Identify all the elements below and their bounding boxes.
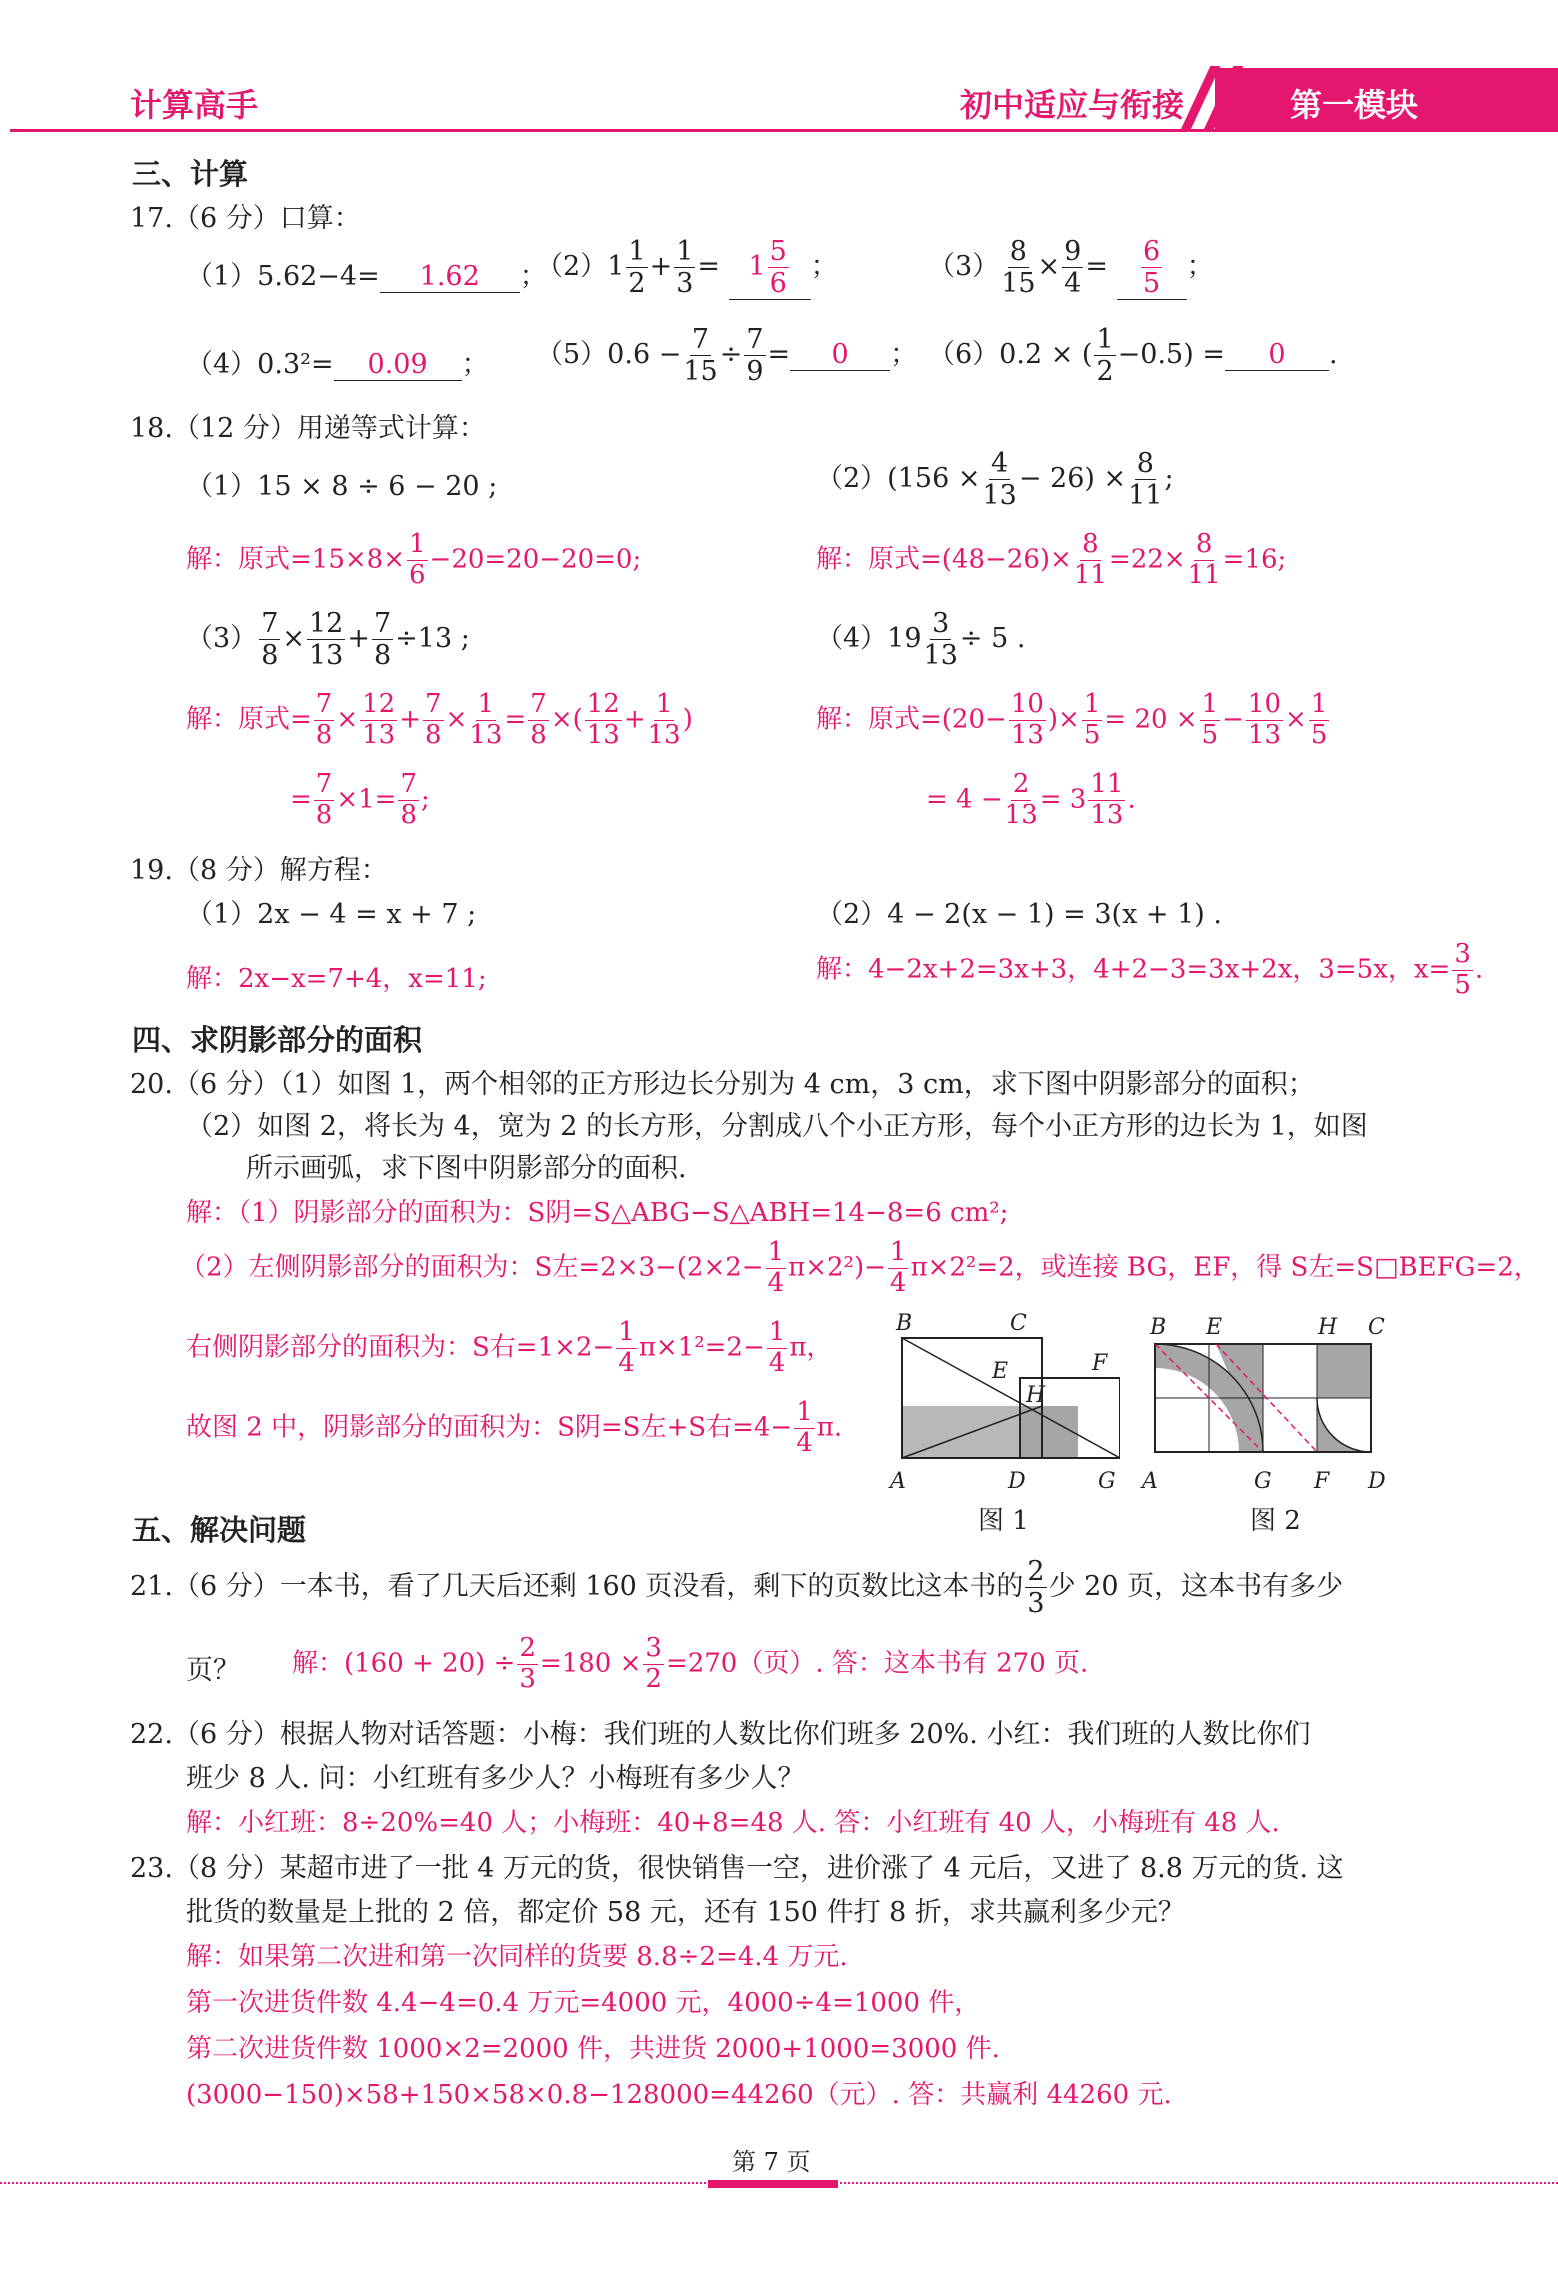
svg-text:A: A [1142,1469,1158,1494]
svg-text:E: E [1206,1315,1223,1340]
book-title: 计算高手 [130,86,259,124]
svg-text:H: H [1318,1315,1338,1340]
q20-s3: 右侧阴影部分的面积为：S右=1×2− $\frac{1}{4}$ π×1²=2− $\frac{1}{4}$ π， [186,1317,833,1378]
chapter-title: 初中适应与衔接 [960,86,1185,124]
module-label: 第一模块 [1290,86,1419,124]
q17-p5: （5）0.6 − $\frac{7}{15}$ ÷ $\frac{7}{9}$ = 0 ； [536,324,918,388]
figure-2-caption: 图 2 [1250,1506,1301,1536]
footer-accent [708,2180,838,2188]
q23-line1: 23.（8 分）某超市进了一批 4 万元的货，很快销售一空，进价涨了 4 元后，又进了 8.8 万元的货. 这 [130,1853,1344,1884]
q21-solution: 解：(160 + 20) ÷ $\frac{2}{3}$ =180 × $\frac{3}{2}$ =270（页）. 答：这本书有 270 页. [292,1633,1089,1694]
q18-s3b: = $\frac{7}{8}$ ×1= $\frac{7}{8}$ ; [290,769,430,830]
figure-1-diagram [880,1300,1120,1500]
q17-p1: （1）5.62−4= 1.62 ； [186,261,547,292]
svg-text:D: D [1008,1469,1026,1494]
q21-line2: 页？ [186,1655,240,1686]
q19-s1: 解：2x−x=7+4，x=11; [186,964,487,994]
svg-text:B: B [1150,1315,1167,1340]
svg-text:F: F [1092,1351,1108,1376]
svg-text:C: C [1368,1315,1385,1340]
section-title: 四、求阴影部分的面积 [132,1023,423,1057]
svg-text:F: F [1314,1469,1330,1494]
q23-solution-2: 第一次进货件数 4.4−4=0.4 万元=4000 元，4000÷4=1000 件， [186,1988,981,2018]
section-title: 五、解决问题 [132,1513,307,1547]
svg-text:E: E [992,1359,1009,1384]
q20-s1: 解：（1）阴影部分的面积为：S阴=S△ABG−S△ABH=14−8=6 cm²; [186,1198,1009,1228]
q22-line1: 22.（6 分）根据人物对话答题：小梅：我们班的人数比你们班多 20%. 小红：我们班的人数比你们 [130,1719,1311,1750]
q23-solution-1: 解：如果第二次进和第一次同样的货要 8.8÷2=4.4 万元. [186,1942,848,1972]
q17-p6: （6）0.2 × ( $\frac{1}{2}$ −0.5) = 0 . [928,324,1338,388]
q18-stem: 18.（12 分）用递等式计算： [130,413,486,444]
svg-text:H: H [1026,1383,1046,1408]
q18-p3: （3） $\frac{7}{8}$ × $\frac{12}{13}$ + $\frac{7}{8}$ ÷13 ; [186,608,470,672]
figure-1-caption: 图 1 [978,1506,1029,1536]
svg-text:G: G [1254,1469,1272,1494]
q18-p1: （1）15 × 8 ÷ 6 − 20 ; [186,471,498,502]
q18-s4: 解：原式=(20− $\frac{10}{13}$ )× $\frac{1}{5}$ = 20 × $\frac{1}{5}$ − $\frac{10}{13}$ × $\frac{1}{5}$ [816,689,1328,750]
q23-solution-4: (3000−150)×58+150×58×0.8−128000=44260（元）. 答：共赢利 44260 元. [186,2080,1172,2110]
q17-p4: （4）0.3²= 0.09 ； [186,349,489,380]
q23-solution-3: 第二次进货件数 1000×2=2000 件，共进货 2000+1000=3000 件. [186,2034,1000,2064]
q20-line2: （2）如图 2，将长为 4，宽为 2 的长方形，分割成八个小正方形，每个小正方形的边长为 1，如图 [186,1111,1368,1142]
q19-p2: （2）4 − 2(x − 1) = 3(x + 1) . [816,899,1222,930]
q22-line2: 班少 8 人. 问：小红班有多少人？小梅班有多少人？ [186,1763,805,1794]
q17-stem: 17.（6 分）口算： [130,203,361,234]
q20-line1: 20.（6 分）（1）如图 1，两个相邻的正方形边长分别为 4 cm，3 cm，求下图中阴影部分的面积； [130,1069,1315,1100]
q18-s2: 解：原式=(48−26)× $\frac{8}{11}$ =22× $\frac{8}{11}$ =16; [816,529,1287,590]
svg-text:B: B [896,1311,913,1336]
q18-s4b: = 4 − $\frac{2}{13}$ = 3 $\frac{11}{13}$ . [926,769,1136,830]
q20-line3: 所示画弧，求下图中阴影部分的面积. [246,1153,687,1184]
q18-s1: 解：原式=15×8× $\frac{1}{6}$ −20=20−20=0; [186,529,642,590]
svg-text:C: C [1010,1311,1027,1336]
svg-text:A: A [890,1469,906,1494]
q18-p2: （2）(156 × $\frac{4}{13}$ − 26) × $\frac{8}{11}$ ; [816,448,1174,512]
q17-p3: （3） $\frac{8}{15}$ × $\frac{9}{4}$ = $\frac{6}{5}$ ； [928,236,1214,300]
svg-text:G: G [1098,1469,1116,1494]
q18-s3: 解：原式= $\frac{7}{8}$ × $\frac{12}{13}$ + $\frac{7}{8}$ × $\frac{1}{13}$ = $\frac{7}{8}$ ×( $\frac{12}{13}$ + $\frac{1}{13}$ ) [186,689,693,750]
q19-stem: 19.（8 分）解方程： [130,855,388,886]
q19-p1: （1）2x − 4 = x + 7 ; [186,899,477,930]
q21-line1: 21.（6 分）一本书，看了几天后还剩 160 页没看，剩下的页数比这本书的 $\frac{2}{3}$ 少 20 页，这本书有多少 [130,1556,1344,1620]
q22-solution: 解：小红班：8÷20%=40 人；小梅班：40+8=48 人. 答：小红班有 40 人，小梅班有 48 人. [186,1808,1280,1838]
q19-s2: 解：4−2x+2=3x+3，4+2−3=3x+2x，3=5x，x= $\frac{3}{5}$ . [816,939,1484,1000]
page-number: 第 7 页 [732,2148,811,2176]
svg-text:D: D [1368,1469,1386,1494]
q18-p4: （4）19 $\frac{3}{13}$ ÷ 5 . [816,608,1026,672]
q17-p2: （2）1 $\frac{1}{2}$ + $\frac{1}{3}$ = 1 $\frac{5}{6}$ ； [536,236,838,300]
section-title: 三、计算 [132,157,249,191]
q20-s2: （2）左侧阴影部分的面积为：S左=2×3−(2×2− $\frac{1}{4}$ π×2²)− $\frac{1}{4}$ π×2²=2，或连接 BG，EF，得 S左=S□BEFG=2， [180,1237,1540,1298]
q20-s4: 故图 2 中，阴影部分的面积为：S阴=S左+S右=4− $\frac{1}{4}$ π. [186,1397,843,1458]
figure-2-diagram [1130,1300,1390,1500]
q23-line2: 批货的数量是上批的 2 倍，都定价 58 元，还有 150 件打 8 折，求共赢利多少元？ [186,1897,1185,1928]
